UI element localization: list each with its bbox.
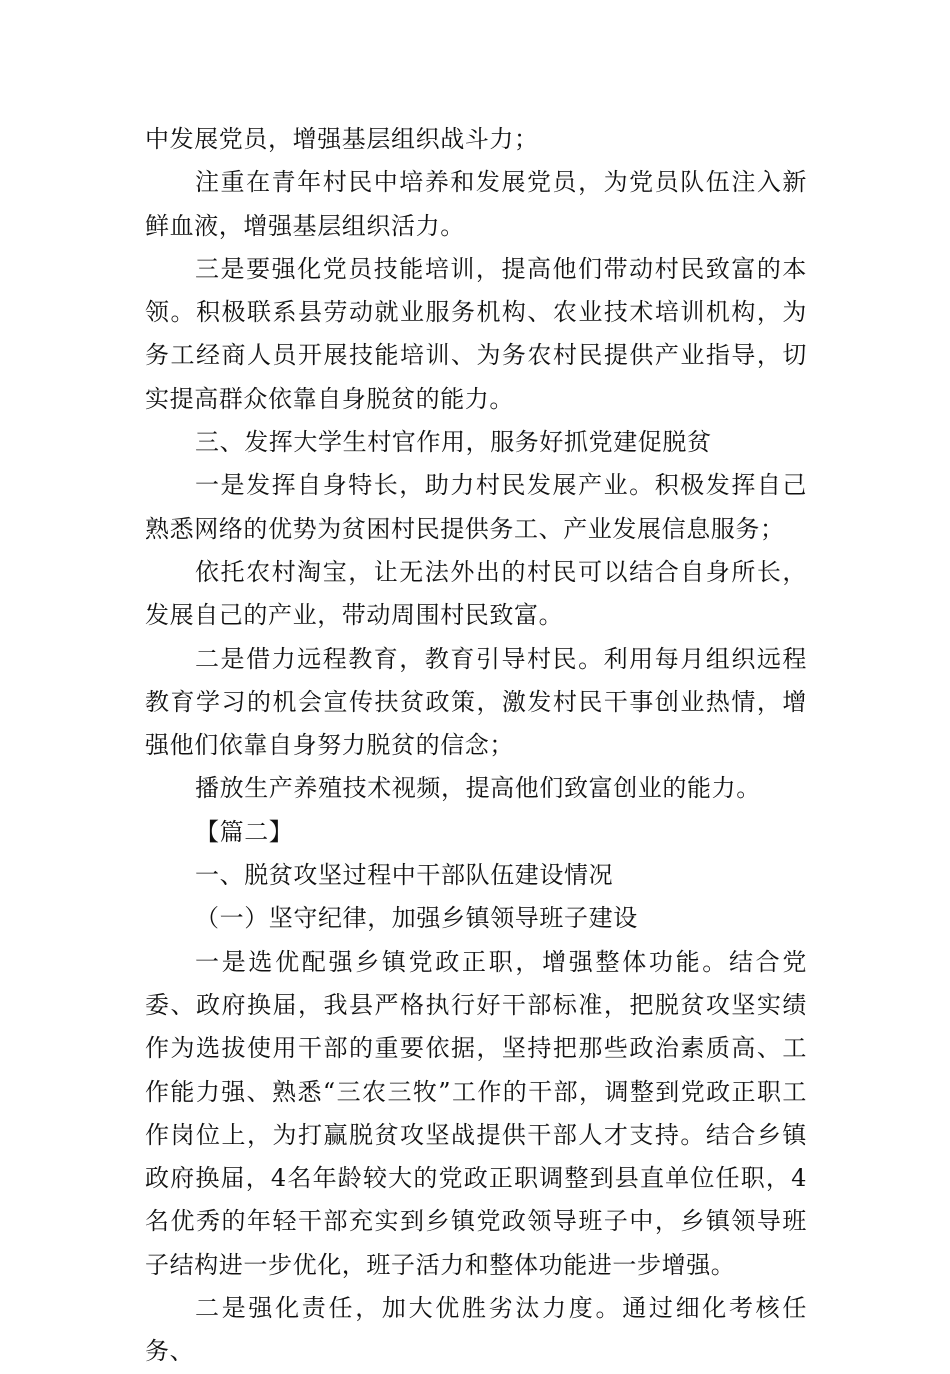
part-heading: 【篇二】 <box>195 817 294 846</box>
paragraph: 二是强化责任，加大优胜劣汰力度。通过细化考核任务、 <box>145 1294 807 1366</box>
paragraph: 一是选优配强乡镇党政正职，增强整体功能。结合党委、政府换届，我县严格执行好干部标准，把脱贫攻坚实绩作为选拔使用干部的重要依据，坚持把那些政治素质高、工作能力强、熟悉“三农三牧”工作的干部，调整到党政正职工作岗位上，为打赢脱贫攻坚战提供干部人才支持。结合乡镇政府换届，4名年龄较大的党政正职调整到县直单位任职，4名优秀的年轻干部充实到乡镇党政领导班子中，乡镇领导班子结构进一步优化，班子活力和整体功能进一步增强。 <box>145 947 807 1279</box>
subsection-heading: （一）坚守纪律，加强乡镇领导班子建设 <box>195 904 638 933</box>
paragraph: 一是发挥自身特长，助力村民发展产业。积极发挥自己熟悉网络的优势为贫困村民提供务工、产业发展信息服务； <box>145 471 807 543</box>
section-heading: 三、发挥大学生村官作用，服务好抓党建促脱贫 <box>195 428 712 457</box>
paragraph: 三是要强化党员技能培训，提高他们带动村民致富的本领。积极联系县劳动就业服务机构、农业技术培训机构，为务工经商人员开展技能培训、为务农村民提供产业指导，切实提高群众依靠自身脱贫的能力。 <box>145 254 807 413</box>
paragraph: 注重在青年村民中培养和发展党员，为党员队伍注入新鲜血液，增强基层组织活力。 <box>145 168 807 240</box>
paragraph: 二是借力远程教育，教育引导村民。利用每月组织远程教育学习的机会宣传扶贫政策，激发村民干事创业热情，增强他们依靠自身努力脱贫的信念； <box>145 644 807 760</box>
paragraph: 依托农村淘宝，让无法外出的村民可以结合自身所长，发展自己的产业，带动周围村民致富。 <box>145 557 807 630</box>
paragraph: 中发展党员，增强基层组织战斗力； <box>145 125 539 153</box>
document-body <box>145 118 807 1374</box>
paragraph: 播放生产养殖技术视频，提高他们致富创业的能力。 <box>195 774 761 803</box>
section-heading: 一、脱贫攻坚过程中干部队伍建设情况 <box>195 861 614 890</box>
